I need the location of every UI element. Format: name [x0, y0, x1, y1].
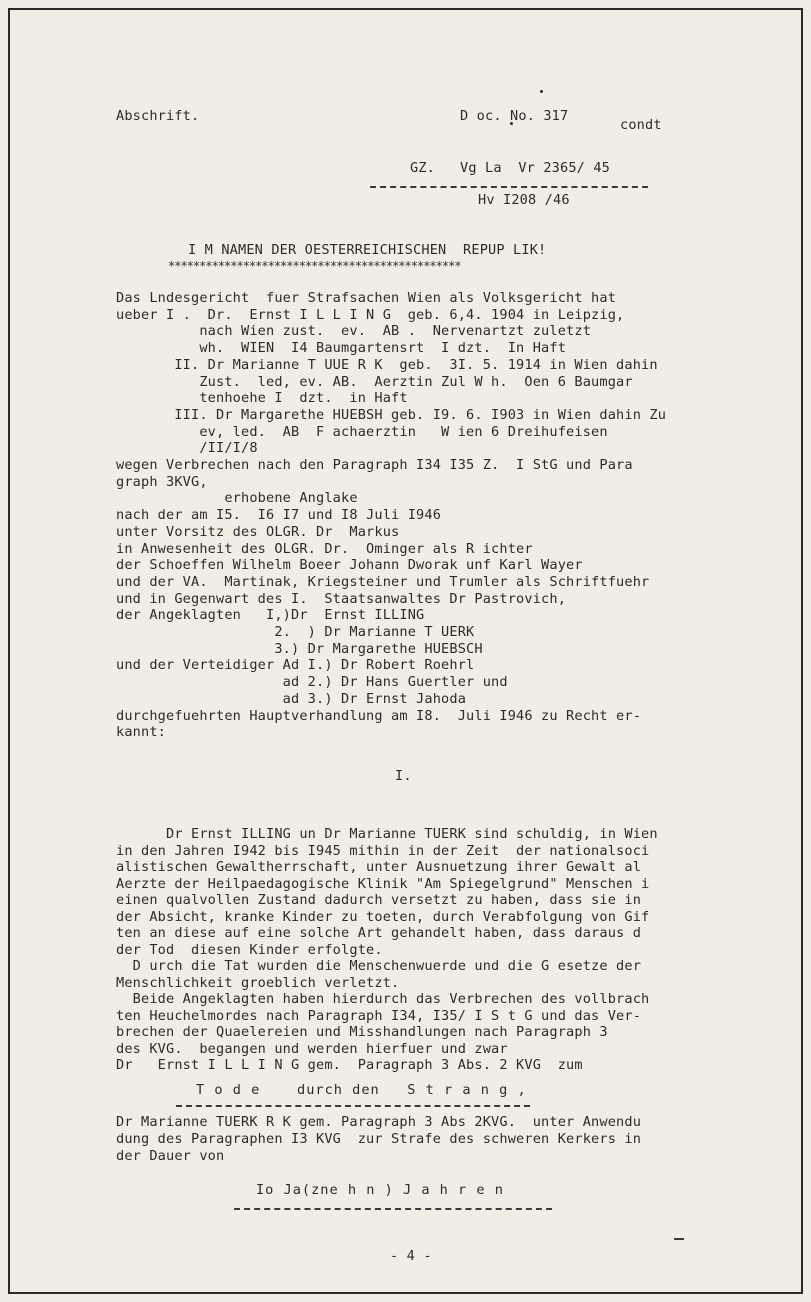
verdict-line: ten an diese auf eine solche Art gehandelt haben, dass daraus d — [116, 925, 642, 941]
body-line: der Schoeffen Wilhelm Boeer Johann Dworak unf Karl Wayer — [116, 557, 583, 574]
verdict-line: Dr Ernst I L L I N G gem. Paragraph 3 Abs. 2 KVG zum — [116, 1057, 583, 1073]
verdict-line: D urch die Tat wurden die Menschenwuerde und die G esetze der — [116, 958, 642, 974]
verdict-line: alistischen Gewaltherrschaft, unter Ausnuetzung ihrer Gewalt al — [116, 859, 642, 875]
gz-reference: GZ. Vg La Vr 2365/ 45 — [410, 160, 611, 176]
stray-dot — [540, 90, 543, 93]
corner-mark — [739, 8, 803, 72]
body-line: unter Vorsitz des OLGR. Dr Markus — [116, 523, 400, 540]
stray-mark — [674, 1238, 684, 1240]
page-number: - 4 - — [390, 1248, 432, 1264]
hv-reference: Hv I208 /46 — [478, 192, 570, 208]
body-line: erhobene Anglake — [116, 490, 358, 507]
verdict-line: der Tod diesen Kinder erfolgte. — [116, 941, 383, 958]
death-sentence-underline — [176, 1105, 530, 1107]
body-line: Zust. led, ev. AB. Aerztin Zul W h. Oen 6 Baumgar — [116, 373, 633, 390]
body-line: 2. ) Dr Marianne T UERK — [116, 624, 475, 640]
verdict-line: Aerzte der Heilpaedagogische Klinik "Am Spiegelgrund" Menschen i — [116, 875, 650, 892]
death-sentence: T o d e durch den S t r a n g , — [196, 1082, 527, 1098]
body-line: und der Verteidiger Ad I.) Dr Robert Roehrl — [116, 657, 475, 674]
body-line: und der VA. Martinak, Kriegsteiner und Trumler als Schriftfuehr — [116, 573, 650, 590]
body-line: II. Dr Marianne T UUE R K geb. 3I. 5. 1914 in Wien dahin — [116, 356, 658, 373]
body-line: kannt: — [116, 724, 167, 741]
body-line: in Anwesenheit des OLGR. Dr. Ominger als R ichter — [116, 540, 533, 557]
verdict-line: einen qualvollen Zustand dadurch versetzt zu haben, dass sie in — [116, 892, 642, 908]
verdict-line: Dr Ernst ILLING un Dr Marianne TUERK sind schuldig, in Wien — [116, 826, 658, 842]
body-line: ev, led. AB F achaerztin W ien 6 Dreihufeisen — [116, 423, 608, 440]
body-line: graph 3KVG, — [116, 473, 208, 490]
title-stars: *********************************************** — [168, 259, 461, 273]
verdict-line: ten Heuchelmordes nach Paragraph I34, I35/ I S t G und das Ver- — [116, 1007, 642, 1024]
condt-label: condt — [620, 117, 662, 133]
verdict-line: Menschlichkeit groeblich verletzt. — [116, 974, 400, 991]
verdict-line: brechen der Quaelereien und Misshandlungen nach Paragraph 3 — [116, 1024, 608, 1040]
verdict-line: Beide Angeklagten haben hierdurch das Verbrechen des vollbrach — [116, 991, 650, 1007]
body-line: tenhoehe I dzt. in Haft — [116, 390, 408, 407]
body-line: III. Dr Margarethe HUEBSH geb. I9. 6. I903 in Wien dahin Zu — [116, 406, 667, 423]
verdict-line: in den Jahren I942 bis I945 mithin in der Zeit der nationalsoci — [116, 842, 650, 859]
body-line: Das Lndesgericht fuer Strafsachen Wien als Volksgericht hat — [116, 290, 617, 306]
verdict-line: der Absicht, kranke Kinder zu toeten, durch Verabfolgung von Gif — [116, 908, 650, 925]
sentence-line: Dr Marianne TUERK R K gem. Paragraph 3 Abs 2KVG. unter Anwendu — [116, 1114, 642, 1130]
body-line: ad 3.) Dr Ernst Jahoda — [116, 690, 467, 707]
verdict-line: des KVG. begangen und werden hierfuer und zwar — [116, 1040, 508, 1057]
body-line: nach der am I5. I6 I7 und I8 Juli I946 — [116, 507, 442, 524]
body-line: ad 2.) Dr Hans Guertler und — [116, 674, 508, 691]
body-line: /II/I/8 — [116, 440, 258, 457]
doc-number: D oc. No. 317 — [460, 108, 569, 124]
prison-term-underline — [234, 1208, 552, 1210]
gz-underline — [370, 186, 648, 188]
body-line: wegen Verbrechen nach den Paragraph I34 I35 Z. I StG und Para — [116, 457, 633, 473]
sentence-line: dung des Paragraphen I3 KVG zur Strafe des schweren Kerkers in — [116, 1131, 642, 1148]
body-line: der Angeklagten I,)Dr Ernst ILLING — [116, 607, 425, 624]
body-line: ueber I . Dr. Ernst I L L I N G geb. 6,4. 1904 in Leipzig, — [116, 306, 625, 323]
sentence-line: der Dauer von — [116, 1148, 225, 1165]
body-line: durchgefuehrten Hauptverhandlung am I8. Juli I946 zu Recht er- — [116, 707, 642, 724]
section-roman-numeral: I. — [395, 768, 412, 784]
prison-term: Io Ja(zne h n ) J a h r e n — [256, 1182, 504, 1198]
document-title: I M NAMEN DER OESTERREICHISCHEN REPUP LIK! — [188, 242, 547, 258]
body-line: wh. WIEN I4 Baumgartensrt I dzt. In Haft — [116, 340, 567, 357]
abschrift-label: Abschrift. — [116, 108, 200, 124]
body-line: und in Gegenwart des I. Staatsanwaltes Dr Pastrovich, — [116, 590, 567, 607]
body-line: nach Wien zust. ev. AB . Nervenartzt zuletzt — [116, 323, 592, 340]
body-line: 3.) Dr Margarethe HUEBSCH — [116, 640, 483, 657]
